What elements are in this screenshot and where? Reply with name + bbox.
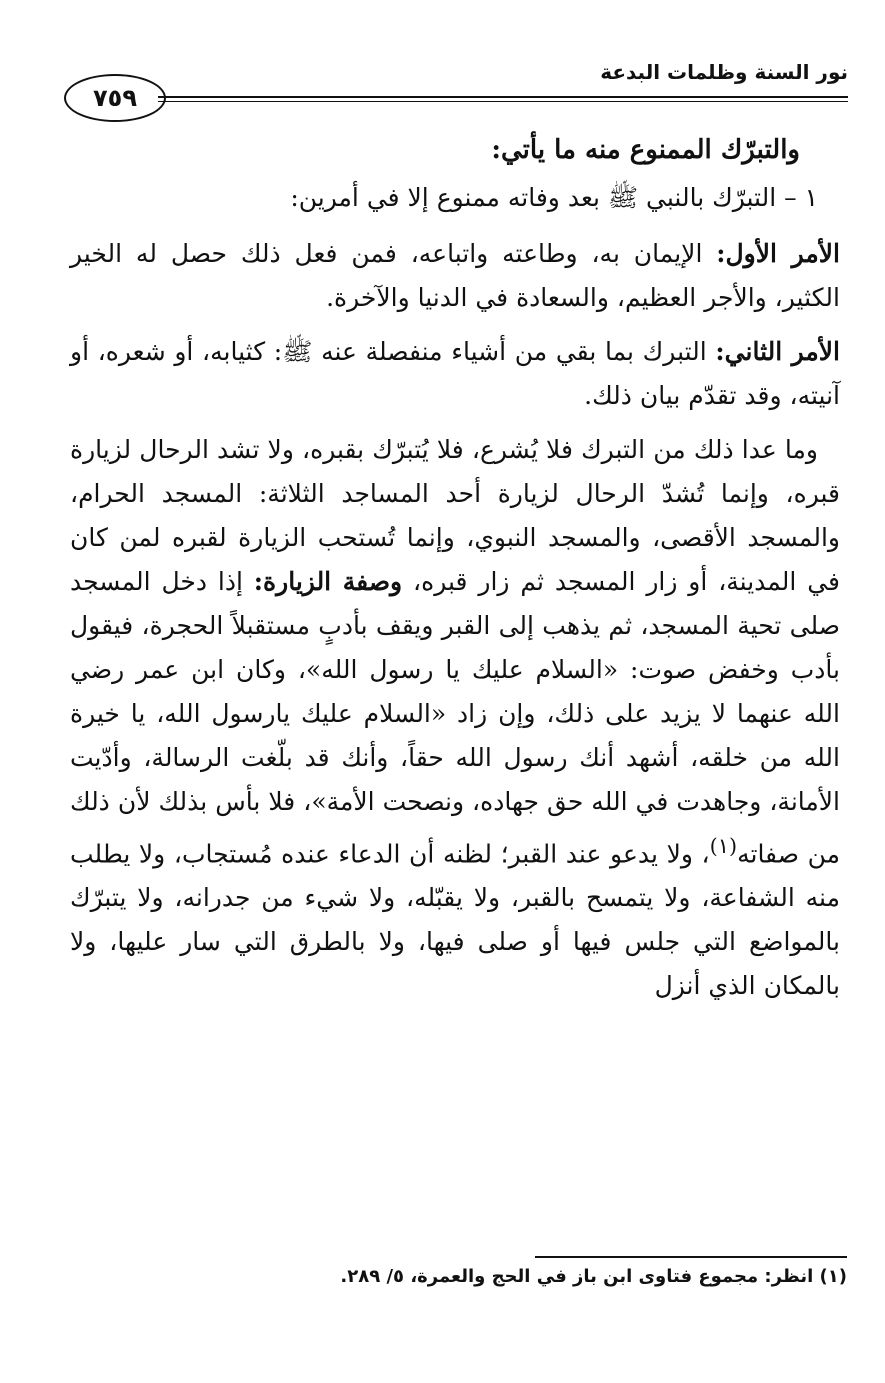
footnote-reference: (١)	[709, 834, 738, 858]
footnote-separator	[535, 1256, 847, 1258]
first-matter	[70, 232, 840, 320]
main-paragraph	[70, 428, 840, 1008]
list-item-1: ١ – التبرّك بالنبي ﷺ بعد وفاته ممنوع إلا في أمرين:	[290, 183, 818, 212]
second-matter-text: التبرك بما بقي من أشياء منفصلة عنه ﷺ: كثيابه، أو شعره، أو آنيته، وقد تقدّم بيان ذلك.	[70, 337, 840, 410]
second-matter-label: الأمر الثاني:	[715, 337, 840, 366]
footnote: (١) انظر: مجموع فتاوى ابن باز في الحج والعمرة، ٥/ ٢٨٩.	[340, 1266, 847, 1287]
visit-description-label: وصفة الزيارة:	[253, 567, 403, 596]
section-heading: والتبرّك الممنوع منه ما يأتي:	[491, 135, 800, 165]
header-rule	[158, 96, 848, 102]
page-number: ٧٥٩	[64, 74, 166, 122]
second-matter	[70, 330, 840, 418]
running-title: نور السنة وظلمات البدعة	[600, 60, 848, 84]
page-body	[70, 128, 840, 1008]
page-header	[58, 50, 848, 128]
first-matter-label: الأمر الأول:	[716, 239, 840, 268]
first-matter-text: الإيمان به، وطاعته واتباعه، فمن فعل ذلك حصل له الخير الكثير، والأجر العظيم، والسعادة في الدنيا والآخرة.	[70, 239, 840, 312]
paragraph-part-2: إذا دخل المسجد صلى تحية المسجد، ثم يذهب إلى القبر ويقف بأدبٍ مستقبلاً الحجرة، فيقول بأدب وخفض صوت: «السلام عليك يا رسول الله»، وكان ابن عمر رضي الله عنهما لا يزيد على ذلك، وإن زاد «السلام عليك يارسول الله، يا خيرة الله من خلقه، أشهد أنك رسول الله حقاً، وأنك قد بلّغت الرسالة، وأدّيت الأمانة، وجاهدت في الله حق جهاده، ونصحت الأمة»، فلا بأس بذلك لأن ذلك من صفاته	[70, 567, 840, 869]
paragraph-part-1: وما عدا ذلك من التبرك فلا يُشرع، فلا يُتبرّك بقبره، ولا تشد الرحال لزيارة قبره، وإنما تُشدّ الرحال لزيارة أحد المساجد الثلاثة: المسجد الحرام، والمسجد الأقصى، والمسجد النبوي، وإنما تُستحب الزيارة لقبره لمن كان في المدينة، أو زار المسجد ثم زار قبره،	[70, 435, 840, 596]
paragraph-part-3: ، ولا يدعو عند القبر؛ لظنه أن الدعاء عنده مُستجاب، ولا يطلب منه الشفاعة، ولا يتمسح بالقبر، ولا يقبّله، ولا شيء من جدرانه، ولا يتبرّك بالمواضع التي جلس فيها أو صلى فيها، ولا بالطرق التي سار عليها، ولا بالمكان الذي أنزل	[70, 839, 840, 1001]
